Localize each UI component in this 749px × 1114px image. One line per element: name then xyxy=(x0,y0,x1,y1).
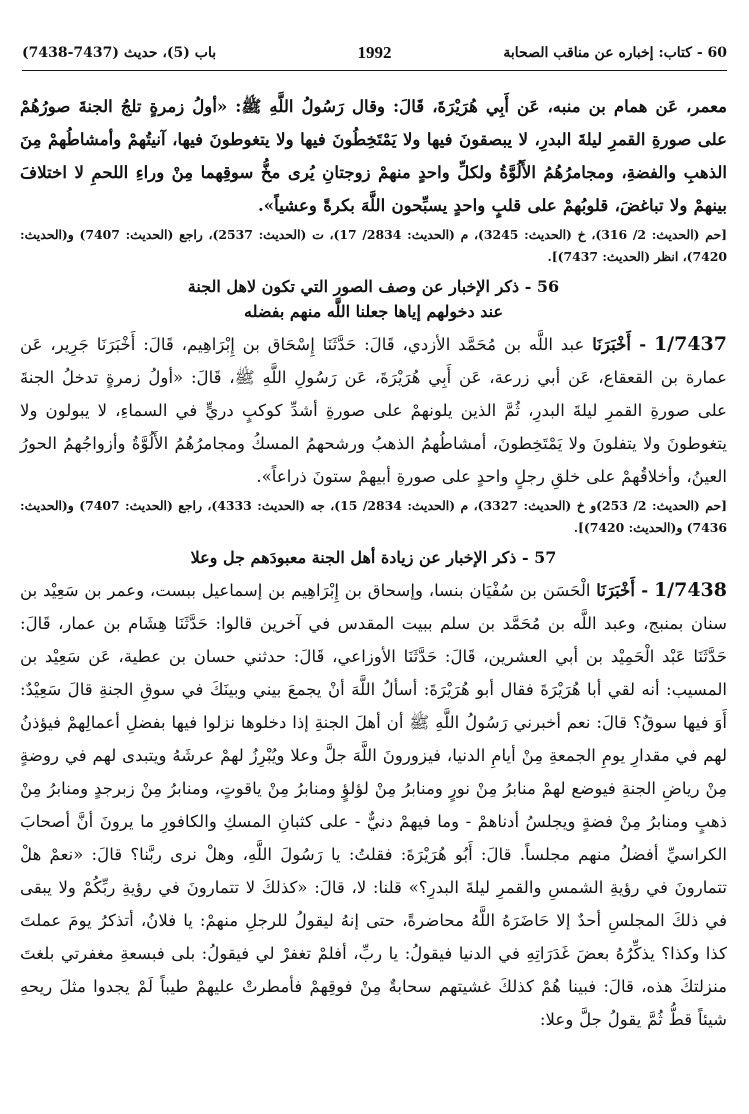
hadith-number: 1/7437 xyxy=(653,333,727,355)
hadith-text: الْحَسَن بن سُفْيَان بنسا، وإسحاق بن إِبْرَاهِيم بن إسماعيل ببست، وعمر بن سَعِيْد بن سنان بمنبج، وعبد اللَّه بن مُحَمَّد بن سلم ببيت المقدس في آخرين قالوا: حَدَّثَنَا هِشَام بن عمار، قَالَ: حَدَّثَنَا عَبْد الْحَمِيْد بن أبي العشرين، قَالَ: حَدَّثَنَا الأوزاعي، قَالَ: حدثني حسان بن عطية، عَن سَعِيْد بن المسيب: أنه لقي أبا هُرَيْرَةَ فقال أبو هُرَيْرَةَ: أسألُ اللَّهَ أنْ يجمعَ بيني وبينَكَ في سوقِ الجنةِ قالَ سَعِيْدٌ: أَوَ فيها سوقٌ؟ قالَ: نعم أخبرني رَسُولُ اللَّهِ ﷺ أن أهلَ الجنةِ إذا دخلوها نزلوا فيها بفضلِ أعمالِهمْ فيؤذنُ لهم في مقدارِ يومِ الجمعةِ مِنْ أيامِ الدنيا، فيزورونَ اللَّهَ جلَّ وعلا ويُبْرِزُ لهمْ عرشَهُ ويتبدى لهم في روضةٍ مِنْ رياضِ الجنةِ فيوضع لهمْ منابرُ مِنْ نورٍ ومنابرُ مِنْ لؤلؤٍ ومنابرُ مِنْ ياقوتٍ، ومنابرُ مِنْ زبرجدٍ ومنابرُ مِنْ ذهبٍ ومنابرُ مِنْ فضةٍ ويجلسُ أدناهمْ - وما فيهمْ دنيٌّ - على كثبانِ المسكِ والكافورِ ما يرونَ أنَّ أصحابَ الكراسيِّ أفضلُ منهم مجلساً. قالَ: أَبُو هُرَيْرَةَ: فقلتُ: يا رَسُولَ اللَّهِ، وهلْ نرى ربَّنا؟ قالَ: «نعمْ هلْ تتمارونَ في رؤيةِ الشمسِ والقمرِ ليلةَ البدرِ؟» قلنا: لا، قالَ: «كذلكَ لا تتمارونَ في رؤيةِ ربِّكُمْ ولا يبقى في ذلكَ المجلسِ أحدٌ إلا حَاضَرَهُ اللَّهُ محاضرةً، حتى إنهُ ليقولُ للرجلِ منهمْ: يا فلانُ، أتذكرُ يومَ عملتَ كذا وكذا؟ يذكِّرُهُ بعضَ غَدَرَاتِهِ في الدنيا فيقولُ: يا ربِّ، أفلمْ تغفرْ لي فيقولُ: بلى فبسعةِ مغفرتي بلغتَ منزلتكَ هذه، قالَ: فبينا هُمْ كذلكَ غشيتهم سحابةٌ مِنْ فوقِهمْ فأمطرتْ عليهمْ طيباً لَمْ يجدوا مثلَ ريحهِ شيئاً قطُّ ثُمَّ يقولُ جلَّ وعلا: xyxy=(20,581,727,1029)
hadith-7437 xyxy=(20,328,727,493)
hadith-number: 1/7438 xyxy=(653,579,727,601)
section-heading-line: عند دخولهم إياها جعلنا اللَّه منهم بفضله xyxy=(244,302,503,321)
header-book-title: 60 - كتاب: إخباره عن مناقب الصحابة xyxy=(503,45,727,61)
hadith-text-continued: معمر، عَن همام بن منبه، عَن أَبِي هُرَيْرَةَ، قَالَ: وقال رَسُولُ اللَّهِ ﷺ: «أولُ زمرةٍ تلجُ الجنةَ صورُهُمْ على صورةِ القمرِ ليلةَ البدرِ، لا يبصقونَ فيها ولا يَمْتَخِطُونَ فيها ولا يتغوطونَ فيها، آنيتُهمْ وأمشاطُهمْ مِنَ الذهبِ والفضةِ، ومجامرُهُمُ الأَلُوَّةُ ولكلِّ واحدٍ منهمْ زوجتانِ يُرى مخُّ سوقِهما مِنْ وراءِ اللحمِ لا اختلافَ بينهمْ ولا تباغضَ، قلوبُهمْ على قلبٍ واحدٍ يسبِّحون اللَّهَ بكرةً وعشياً». xyxy=(20,96,727,215)
hadith-7438 xyxy=(20,574,727,1036)
hadith-lead: - أَخْبَرَنَا xyxy=(596,580,649,600)
hadith-references: [حم (الحديث: 2/ 253)و خ (الحديث: 3327)، م (الحديث: 2834/ 15)، جه (الحديث: 4333)، راجع (الحديث: 7407) و(الحديث: 7436) و(الحديث: 7420)]. xyxy=(20,498,728,535)
section-heading-57: 57 - ذكر الإخبار عن زيادة أهل الجنة معبودَهم جل وعلا xyxy=(190,548,557,567)
section-heading-line: 56 - ذكر الإخبار عن وصف الصور التي تكون لاهل الجنة xyxy=(187,277,560,296)
header-rule xyxy=(22,70,727,71)
page-header xyxy=(22,38,727,68)
page-number: 1992 xyxy=(357,43,392,62)
page-body xyxy=(20,90,727,1036)
header-chapter-ref: باب (5)، حديث (7437-7438) xyxy=(22,45,217,61)
hadith-references: [حم (الحديث: 2/ 316)، خ (الحديث: 3245)، م (الحديث: 2834/ 17)، ت (الحديث: 2537)، راجع (الحديث: 7407) و(الحديث: 7420)، انظر (الحديث: 7437)]. xyxy=(20,227,728,264)
hadith-text: عبد اللَّه بن مُحَمَّد الأزدي، قَالَ: حَدَّثَنَا إِسْحَاق بن إِبْرَاهِيم، قَالَ: أَخْبَرَنَا جَرِير، عَن عمارة بن القعقاع، عَن أبي زرعة، عَن أَبِي هُرَيْرَةَ، عَن رَسُولِ اللَّهِ ﷺ، قَالَ: «أولُ زمرةٍ تدخلُ الجنةَ على صورةِ القمرِ ليلةَ البدرِ، ثُمَّ الذين يلونهمْ على صورةِ أشدِّ كوكبٍ دريٍّ في السماءِ، لا يبولون ولا يتغوطونَ ولا يتفلونَ ولا يَمْتَخِطونَ، أمشاطُهمُ الذهبُ ورشحهمُ المسكُ ومجامرُهُمُ الأَلُوَّةُ وأزواجُهمُ الحورُ العينُ، وأخلاقُهمْ على خلقِ رجلٍ واحدٍ على صورةِ أبيهمْ ستونَ ذراعاً». xyxy=(20,335,727,486)
hadith-lead: - أَخْبَرَنَا xyxy=(592,334,647,354)
section-heading-56 xyxy=(20,274,727,324)
